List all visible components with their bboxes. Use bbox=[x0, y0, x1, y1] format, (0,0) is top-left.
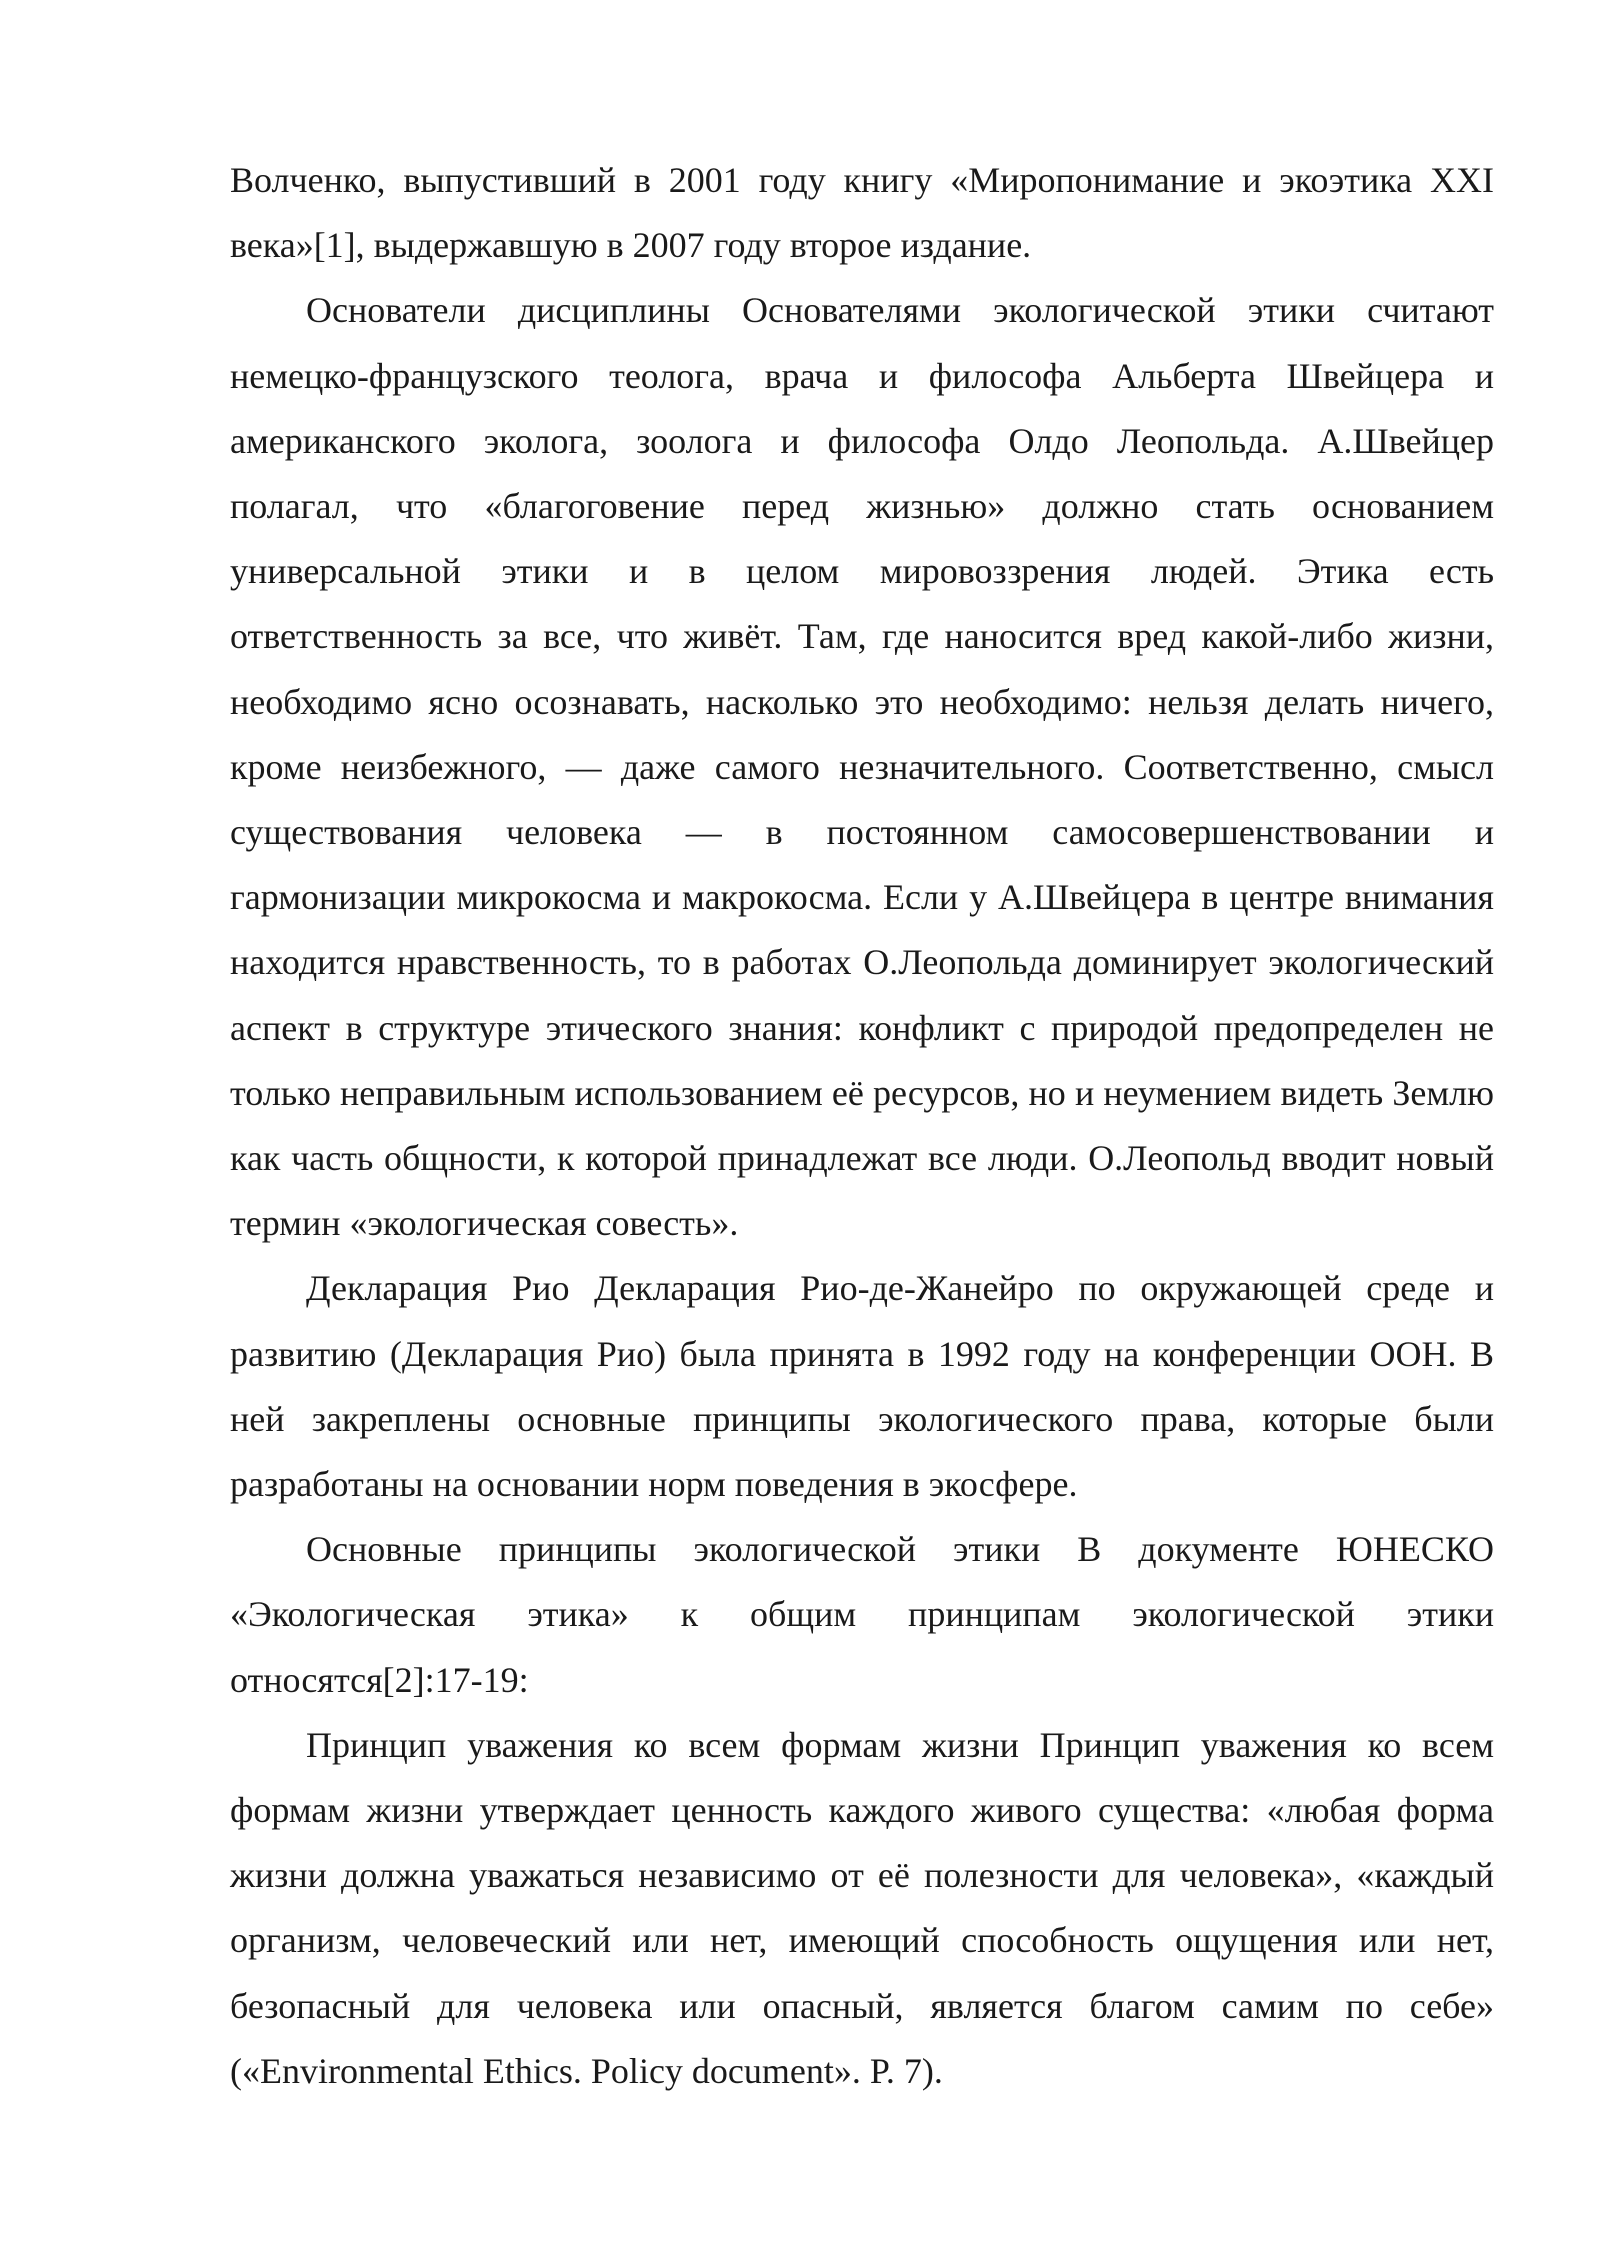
paragraph-founders: Основатели дисциплины Основателями экологической этики считают немецко-французского теолога, врача и философа Альберта Швейцера и американского эколога, зоолога и философа Олдо Леопольда. А.Швейцер полагал, что «благоговение перед жизнью» должно стать основанием универсальной этики и в целом мировоззрения людей. Этика есть ответственность за все, что живёт. Там, где наносится вред какой-либо жизни, необходимо ясно осознавать, насколько это необходимо: нельзя делать ничего, кроме неизбежного, — даже самого незначительного. Соответственно, смысл существования человека — в постоянном самосовершенствовании и гармонизации микрокосма и макрокосма. Если у А.Швейцера в центре внимания находится нравственность, то в работах О.Леопольда доминирует экологический аспект в структуре этического знания: конфликт с природой предопределен не только неправильным использованием её ресурсов, но и неумением видеть Землю как часть общности, к которой принадлежат все люди. О.Леопольд вводит новый термин «экологическая совесть». bbox=[230, 290, 1494, 1244]
body-text bbox=[230, 148, 1494, 2104]
paragraph-continuation: Волченко, выпустивший в 2001 году книгу «Миропонимание и экоэтика XXI века»[1], выдержавшую в 2007 году второе издание. bbox=[230, 160, 1494, 266]
paragraph-rio-declaration: Декларация Рио Декларация Рио-де-Жанейро по окружающей среде и развитию (Декларация Рио) была принята в 1992 году на конференции ООН. В ней закреплены основные принципы экологического права, которые были разработаны на основании норм поведения в экосфере. bbox=[230, 1268, 1494, 1505]
paragraph-principles: Основные принципы экологической этики В документе ЮНЕСКО «Экологическая этика» к общим принципам экологической этики относятся[2]:17-19: bbox=[230, 1529, 1494, 1700]
paragraph-respect-for-life: Принцип уважения ко всем формам жизни Принцип уважения ко всем формам жизни утверждает ценность каждого живого существа: «любая форма жизни должна уважаться независимо от её полезности для человека», «каждый организм, человеческий или нет, имеющий способность ощущения или нет, безопасный для человека или опасный, является благом самим по себе» («Environmental Ethics. Policy document». P. 7). bbox=[230, 1724, 1494, 2091]
